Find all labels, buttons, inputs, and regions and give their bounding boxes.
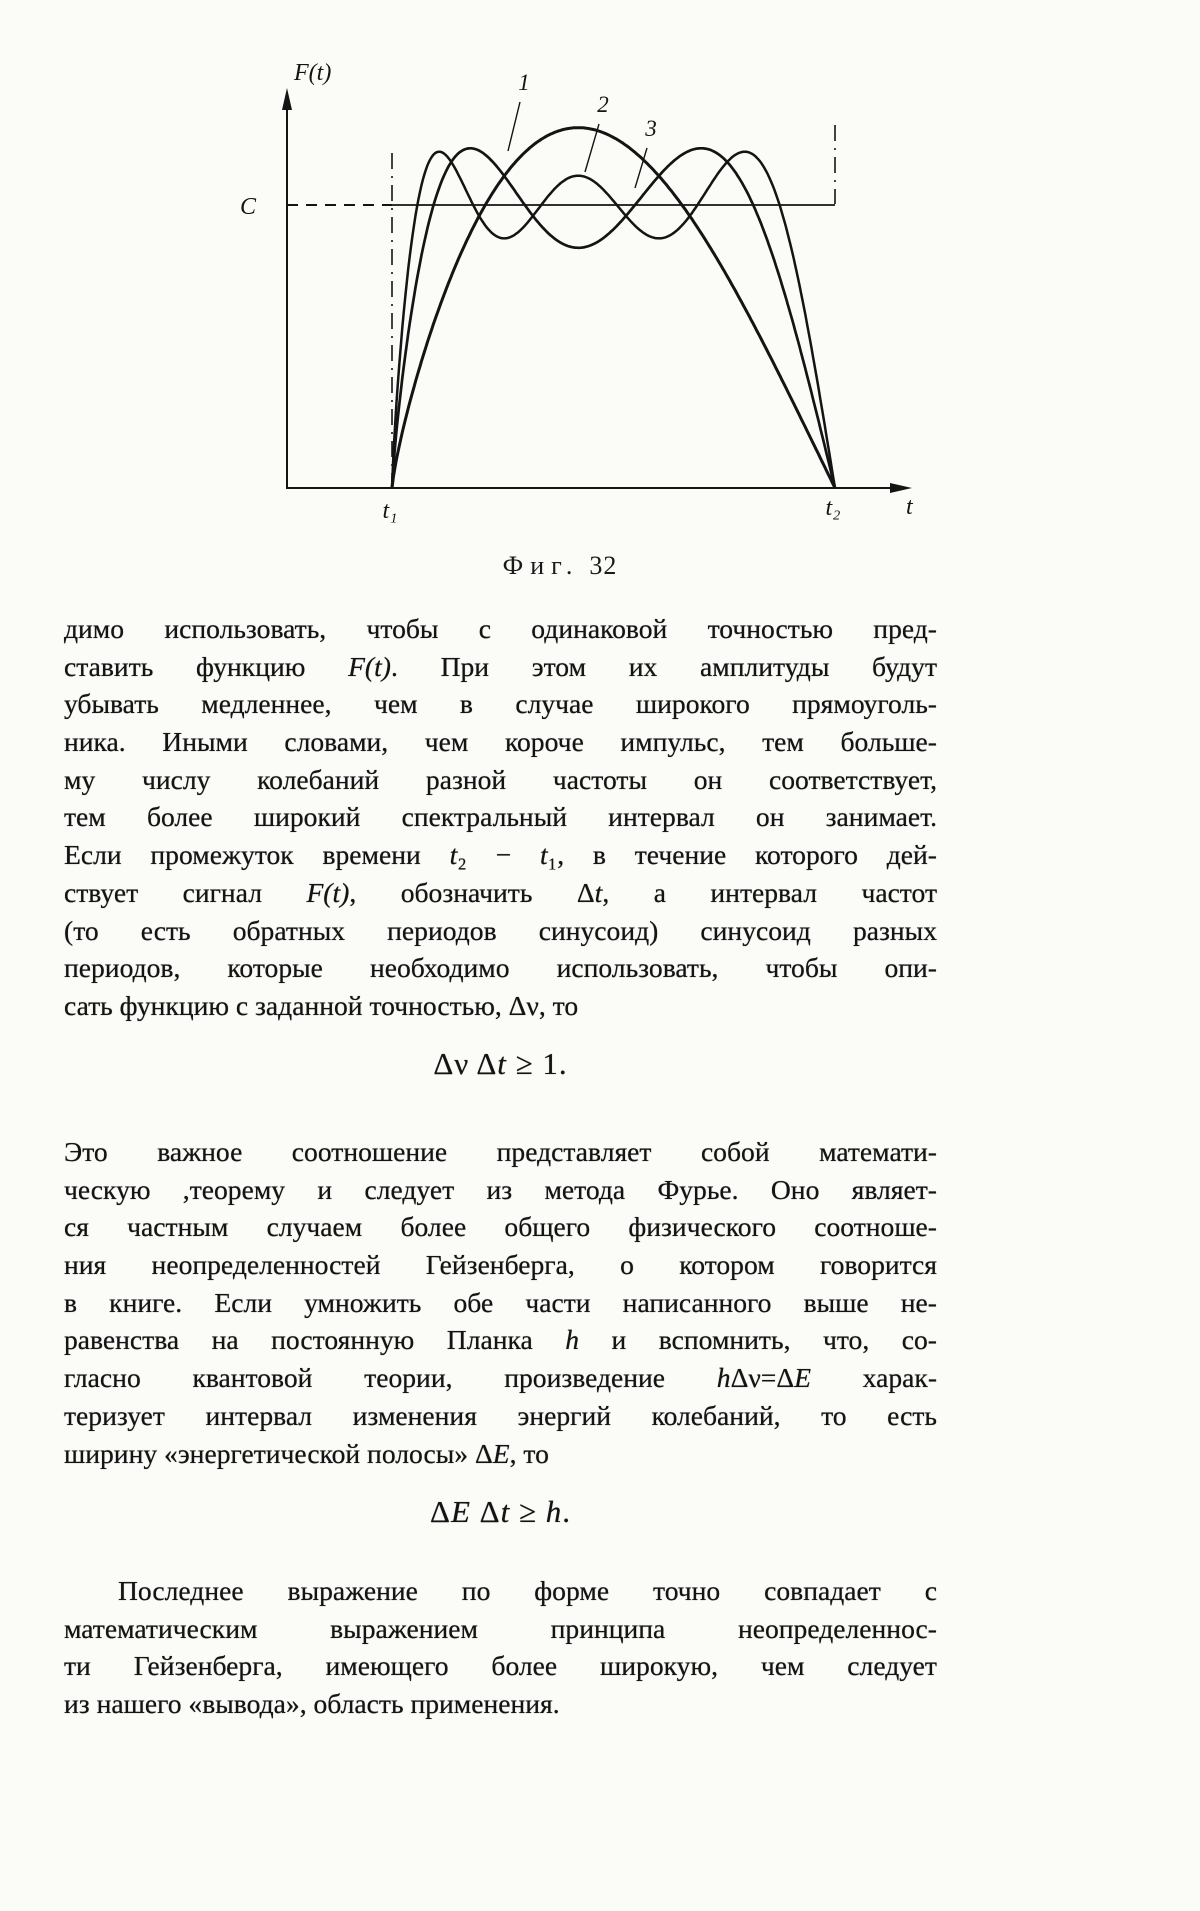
text-line: убывать медленнее, чем в случае широкого прямоуголь- [64,688,937,720]
text-line: Последнее выражение по форме точно совпадает с [118,1575,937,1606]
text-line: ся частным случаем более общего физического соотноше- [64,1211,937,1243]
text-line: (то есть обратных периодов синусоид) синусоид разных [64,914,937,946]
figure-svg [190,48,930,528]
text-line: математическим выражением принципа неопределеннос- [64,1612,937,1644]
t2-tick-label: t₂ [825,495,841,521]
curve-1 [392,128,835,488]
text-line: тем более широкий спектральный интервал он занимает. [64,801,937,833]
text-line: ствует сигнал F(t), обозначить Δt, а интервал частот [64,876,937,908]
fourier-curves [392,128,835,488]
text-line: гласно квантовой теории, произведение hΔν=ΔE харак- [64,1362,938,1394]
curve-label-1: 1 [518,70,530,95]
t1-tick-label: t₁ [382,498,398,524]
y-axis-label: F(t) [294,60,332,86]
text-line: ширину «энергетической полосы» ΔE, то [64,1437,549,1469]
y-axis-arrow-icon [282,88,292,110]
text-line: димо использовать, чтобы с одинаковой точностью пред- [64,613,937,644]
x-axis-label: t [906,494,913,520]
text-line: ставить функцию F(t). При этом их амплитуды будут [64,650,938,682]
figure-caption-number: 32 [589,551,618,580]
curve-3 [392,152,835,488]
figure-caption-label: Фиг. [502,551,580,580]
text-line: равенства на постоянную Планка h и вспомнить, что, со- [64,1324,937,1356]
text-line: из нашего «вывода», область применения. [64,1688,560,1720]
formula-de-dt: ΔE Δt ≥ h. [430,1494,571,1529]
text-line: сать функцию с заданной точностью, Δν, то [64,989,579,1021]
curve-number-labels [518,70,657,141]
curve-label-2: 2 [597,92,609,117]
formula-dnu-dt: Δν Δt ≥ 1. [433,1046,568,1081]
paragraph-2 [64,1133,937,1472]
paragraph-1 [64,610,937,1025]
text-line: Если промежуток времени t₂ − t₁, в течение которого дей- [64,839,937,871]
c-level-label: C [239,194,257,220]
text-line: в книге. Если умножить обе части написанного выше не- [64,1286,937,1318]
text-line: ческую ,теорему и следует из метода Фурье. Оно являет- [64,1173,937,1205]
text-line: ника. Иными словами, чем короче импульс, тем больше- [64,726,937,758]
x-axis-arrow-icon [890,483,912,493]
text-line: теризует интервал изменения энергий колебаний, то есть [64,1399,937,1431]
figure-32-plot [190,48,930,528]
leader-line [585,124,599,172]
text-line: ния неопределенностей Гейзенберга, о котором говорится [64,1249,937,1281]
curve-label-3: 3 [645,116,657,141]
leader-line [508,102,520,151]
text-line: му числу колебаний разной частоты он соответствует, [64,763,937,795]
paragraph-3 [64,1572,937,1723]
text-line: Это важное соотношение представляет собой математи- [64,1136,937,1167]
text-line: периодов, которые необходимо использовать, чтобы опи- [64,952,937,984]
figure-caption [190,551,930,581]
text-line: ти Гейзенберга, имеющего более широкую, чем следует [64,1650,937,1682]
